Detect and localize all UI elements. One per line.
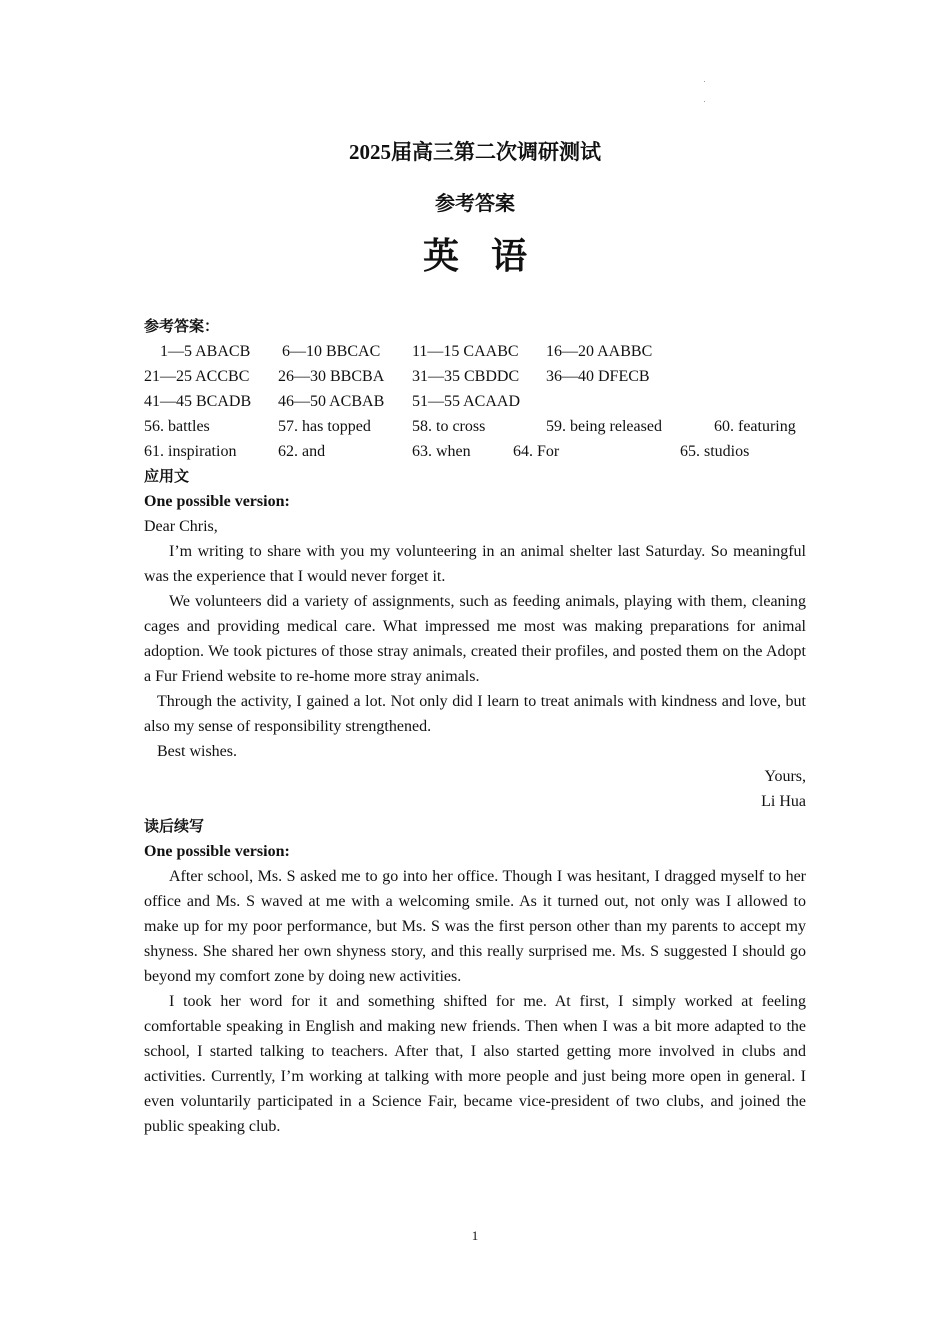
answer-cell: 64. For	[513, 443, 560, 460]
answer-cell: 51—55 ACAAD	[412, 393, 521, 410]
document-subtitle: 参考答案	[435, 193, 515, 215]
answer-cell: 59. being released	[546, 418, 662, 435]
answer-row	[144, 389, 806, 414]
letter-salutation: Dear Chris,	[144, 518, 218, 535]
answers-heading: 参考答案：	[144, 317, 220, 335]
answer-cell: 63. when	[412, 443, 471, 460]
version-label: One possible version:	[144, 843, 290, 860]
continuation-writing-heading: 读后续写	[144, 817, 205, 835]
answer-content	[144, 314, 806, 1139]
letter-signature: Li Hua	[761, 793, 806, 810]
answer-cell: 57. has topped	[278, 418, 371, 435]
answer-cell: 16—20 AABBC	[546, 343, 653, 360]
subject-title: 英语	[422, 236, 559, 276]
answer-row	[144, 364, 806, 389]
applied-writing-heading: 应用文	[144, 467, 190, 485]
answer-cell: 60. featuring	[714, 418, 796, 435]
answer-cell: 41—45 BCADB	[144, 393, 252, 410]
answer-row	[144, 414, 806, 439]
answer-cell: 56. battles	[144, 418, 210, 435]
letter-closing: Best wishes.	[157, 743, 237, 760]
answer-cell: 21—25 ACCBC	[144, 368, 250, 385]
letter-paragraph: I’m writing to share with you my volunteering in an animal shelter last Saturday. So meaningful was the experience that I would never forget it.	[144, 543, 806, 585]
answer-cell: 31—35 CBDDC	[412, 368, 520, 385]
answer-cell: 26—30 BBCBA	[278, 368, 385, 385]
answer-row	[144, 439, 806, 464]
answer-cell: 11—15 CAABC	[412, 343, 519, 360]
letter-sign-off: Yours,	[764, 768, 806, 785]
version-label: One possible version:	[144, 493, 290, 510]
answer-cell: 36—40 DFECB	[546, 368, 650, 385]
answer-cell: 6—10 BBCAC	[282, 343, 381, 360]
answer-cell: 46—50 ACBAB	[278, 393, 385, 410]
answer-cell: 62. and	[278, 443, 326, 460]
story-paragraph: I took her word for it and something shifted for me. At first, I simply worked at feeling comfortable speaking in English and making new friends. Then when I was a bit more adapted to the school, I started talking to teachers. After that, I also started getting more involved in clubs and activities. Currently, I’m working at talking with more people and just being more open in general. I even voluntarily participated in a Science Fair, became vice-president of two clubs, and joined the public speaking club.	[144, 993, 806, 1135]
answer-cell: 1—5 ABACB	[160, 343, 251, 360]
document-title: 2025届高三第二次调研测试	[349, 140, 601, 164]
story-paragraph: After school, Ms. S asked me to go into her office. Though I was hesitant, I dragged myself to her office and Ms. S waved at me with a welcoming smile. As it turned out, not only was I allowed to make up for my poor performance, but Ms. S was the first person other than my parents to accept my shyness. She shared her own shyness story, and this really surprised me. Ms. S suggested I should go beyond my comfort zone by doing new activities.	[144, 868, 806, 985]
scan-speck	[704, 81, 705, 82]
page-number: 1	[471, 1228, 479, 1243]
answer-cell: 61. inspiration	[144, 443, 237, 460]
scan-speck	[704, 101, 705, 102]
answer-row	[144, 339, 806, 364]
letter-paragraph: We volunteers did a variety of assignments, such as feeding animals, playing with them, cleaning cages and providing medical care. What impressed me most was making preparations for animal adoption. We took pictures of those stray animals, created their profiles, and posted them on the Adopt a Fur Friend website to re-home more stray animals.	[144, 593, 806, 685]
answer-cell: 65. studios	[680, 443, 750, 460]
answer-cell: 58. to cross	[412, 418, 486, 435]
letter-paragraph: Through the activity, I gained a lot. Not only did I learn to treat animals with kindness and love, but also my sense of responsibility strengthened.	[144, 693, 806, 735]
